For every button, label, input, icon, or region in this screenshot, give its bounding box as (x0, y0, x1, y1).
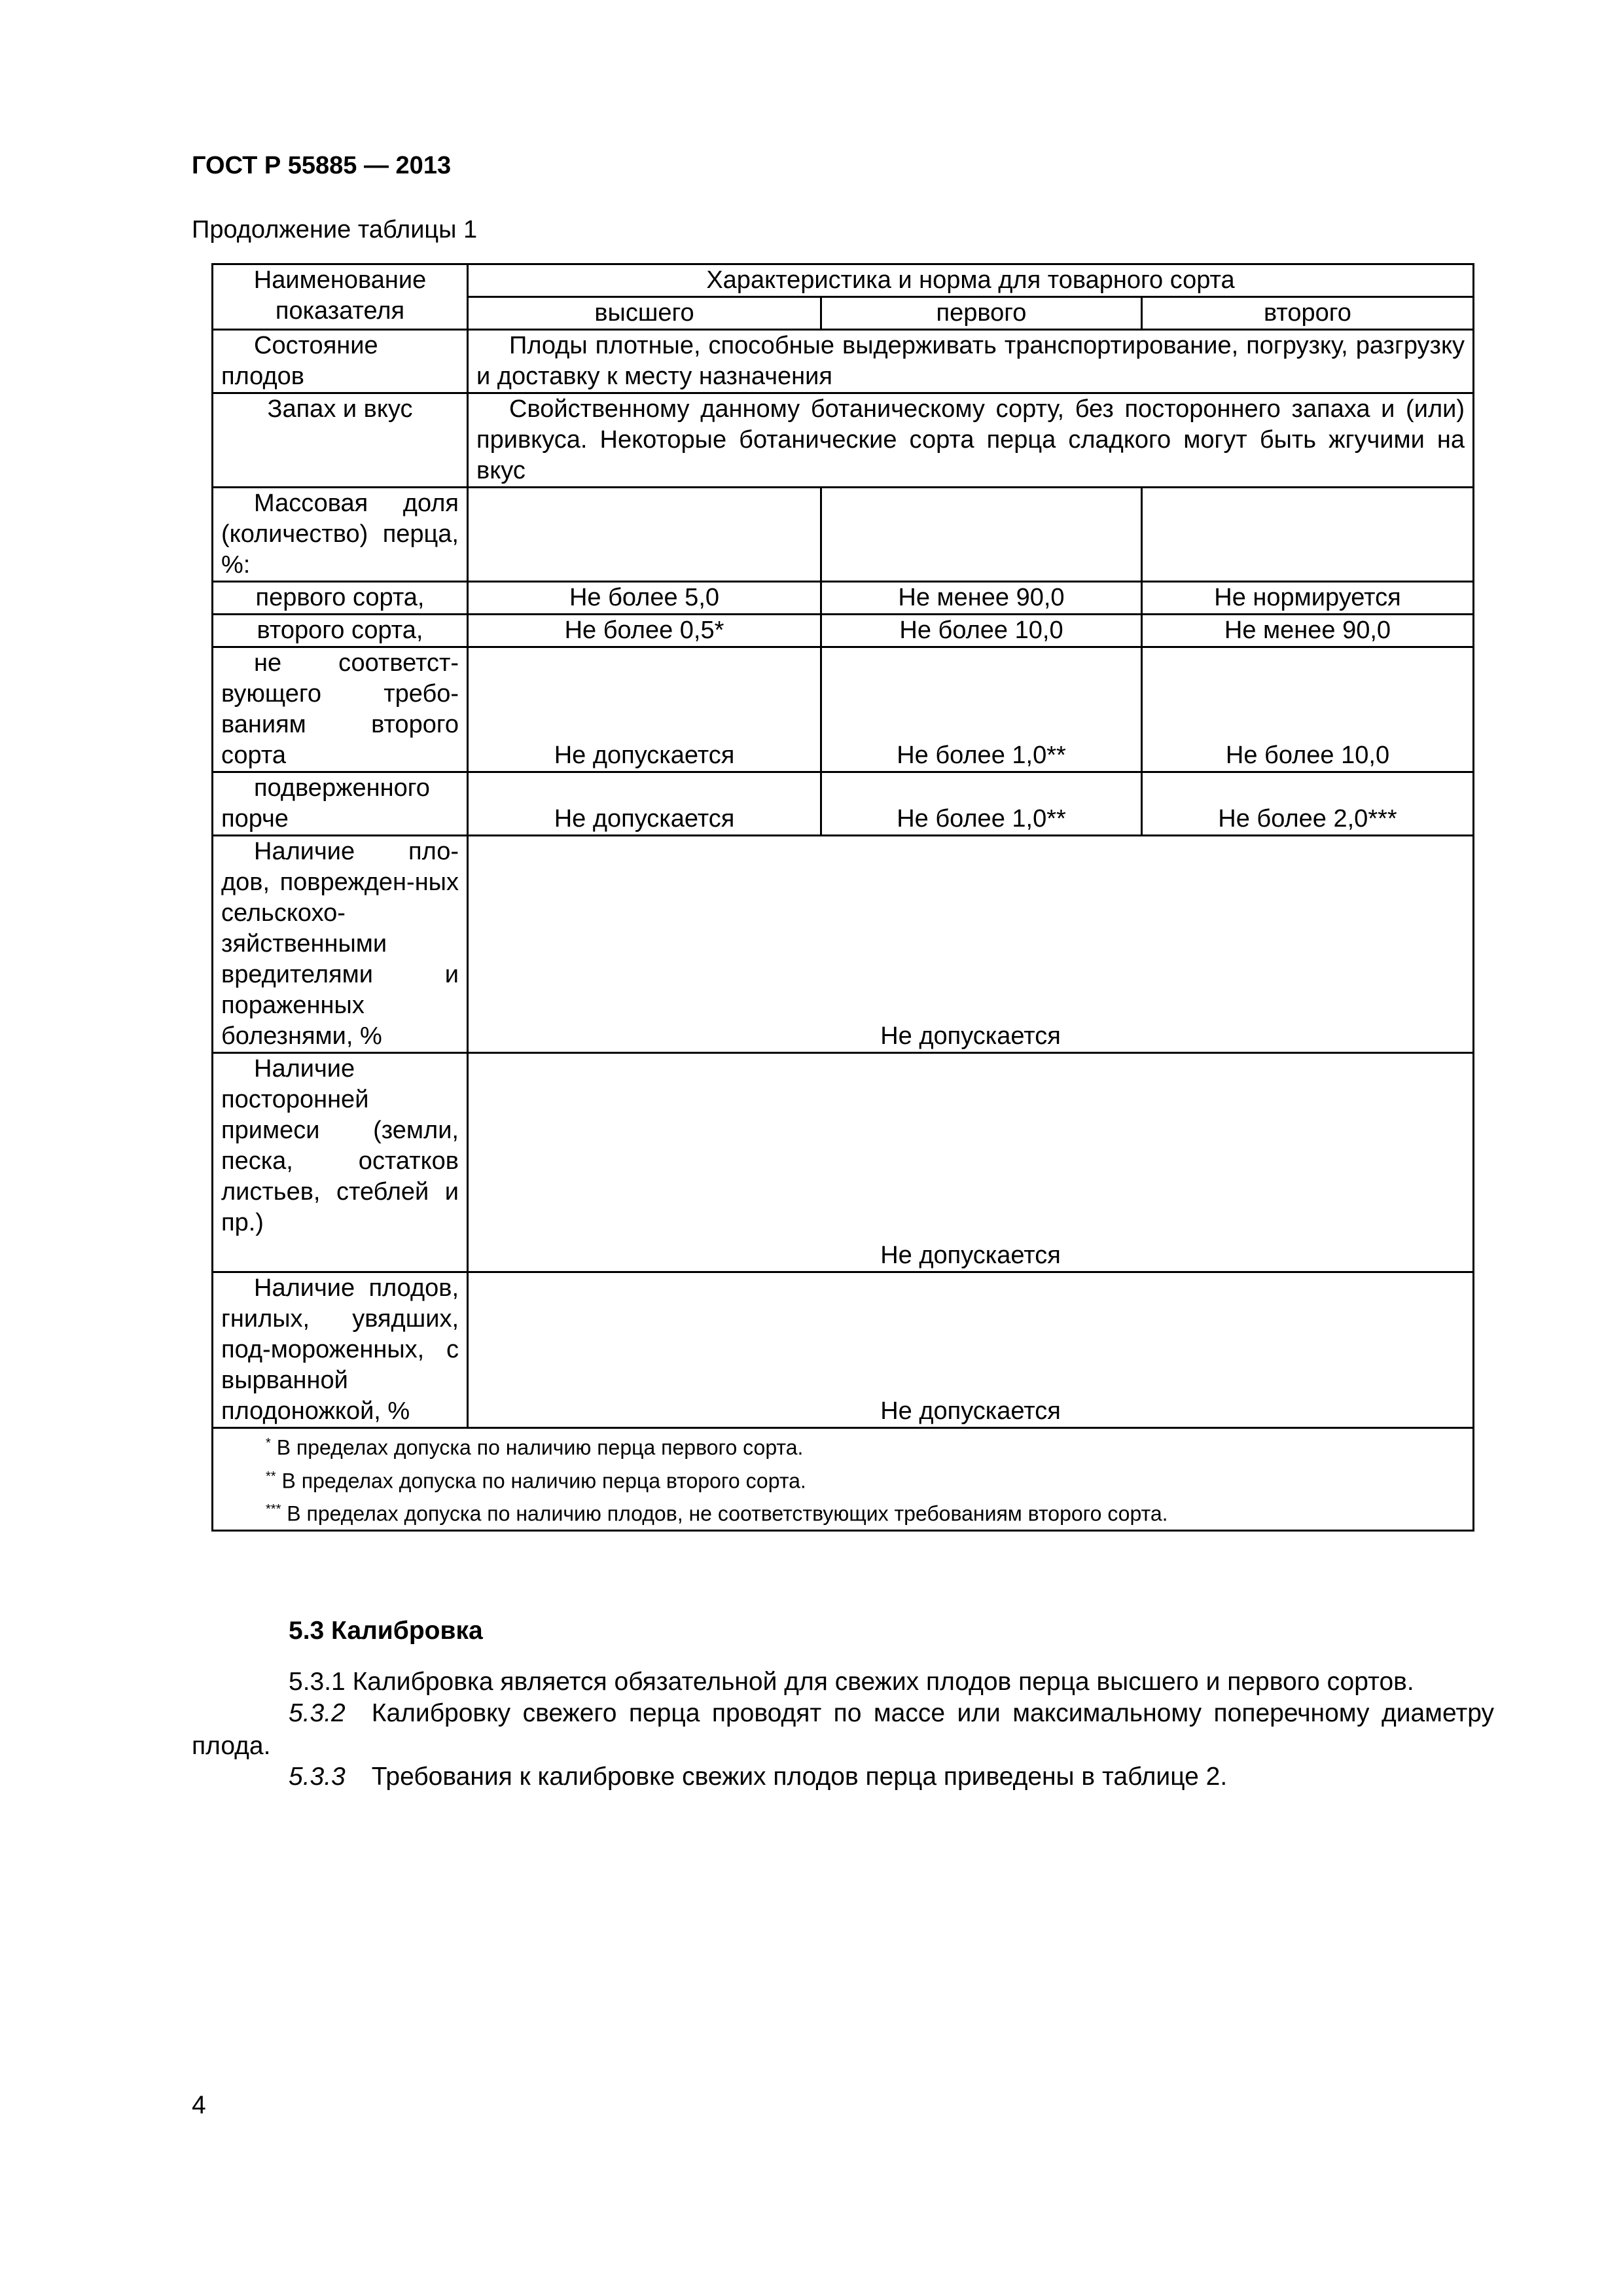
footnote (266, 1495, 1465, 1528)
footnote-text: В пределах допуска по наличию плодов, не соответствующих требованиям второго сорта. (287, 1501, 1168, 1526)
cell-value: Не менее 90,0 (821, 582, 1142, 615)
cell-value: Не более 5,0 (468, 582, 821, 615)
cell-value: Не более 2,0*** (1142, 772, 1474, 836)
paragraph-text: Калибровку свежего перца проводят по массе или максимальному поперечному диаметру плода. (192, 1699, 1494, 1760)
footnote-mark: * (266, 1436, 271, 1450)
paragraph-5-3-2 (192, 1697, 1494, 1763)
header-indicator-name: Наименование показателя (213, 264, 468, 330)
header-grade-group: Характеристика и норма для товарного сорта (468, 264, 1474, 297)
table-row (213, 1272, 1474, 1428)
row-value-smell: Свойственному данному ботаническому сорту, без постороннего запаха и (или) привкуса. Некоторые ботанические сорта перца сладкого могут быть жгучими на вкус (468, 393, 1474, 488)
header-grade-second: второго (1142, 297, 1474, 330)
cell-value: Не нормируется (1142, 582, 1474, 615)
table-row (213, 1053, 1474, 1272)
cell-value: Не более 10,0 (1142, 647, 1474, 772)
row-label-state: Состояние плодов (213, 330, 468, 393)
cell-value: Не допускается (468, 647, 821, 772)
paragraph-number: 5.3.2 (289, 1699, 346, 1727)
section-title: 5.3 Калибровка (289, 1617, 483, 1645)
page-number: 4 (192, 2091, 206, 2119)
footnote-text: В пределах допуска по наличию перца второго сорта. (281, 1469, 806, 1493)
footnote-text: В пределах допуска по наличию перца первого сорта. (276, 1435, 804, 1460)
footnote (266, 1429, 1465, 1462)
cell-value: Не более 1,0** (821, 772, 1142, 836)
table-row (213, 488, 1474, 582)
table-row (213, 836, 1474, 1053)
cell-value: Не допускается (468, 836, 1474, 1053)
footnote (266, 1462, 1465, 1496)
empty-cell (1142, 488, 1474, 582)
cell-value: Не допускается (468, 772, 821, 836)
cell-value: Не более 0,5* (468, 615, 821, 647)
table-row (213, 330, 1474, 393)
cell-value: Не более 1,0** (821, 647, 1142, 772)
footnote-mark: ** (266, 1469, 276, 1484)
row-label-spoilage: подверженного порче (213, 772, 468, 836)
row-label-foreign-matter: Наличие посторонней примеси (земли, песка, остатков листьев, стеблей и пр.) (213, 1053, 468, 1272)
row-label-first-grade: первого сорта, (213, 582, 468, 615)
cell-value: Не менее 90,0 (1142, 615, 1474, 647)
paragraph-5-3-1: 5.3.1 Калибровка является обязательной для свежих плодов перца высшего и первого сортов. (289, 1668, 1414, 1696)
table-notes-row (213, 1428, 1474, 1531)
paragraph-number: 5.3.3 (289, 1763, 346, 1791)
paragraph-text: Требования к калибровке свежих плодов перца приведены в таблице 2. (371, 1763, 1228, 1791)
row-label-smell: Запах и вкус (213, 393, 468, 488)
table-header-row (213, 264, 1474, 297)
cell-value: Не допускается (468, 1272, 1474, 1428)
header-grade-premium: высшего (468, 297, 821, 330)
empty-cell (821, 488, 1142, 582)
footnote-mark: *** (266, 1502, 281, 1517)
table-footnotes (213, 1428, 1474, 1531)
table-row (213, 647, 1474, 772)
row-value-state: Плоды плотные, способные выдерживать транспортирование, погрузку, разгрузку и доставку к месту назначения (468, 330, 1474, 393)
spec-table (211, 263, 1474, 1532)
paragraph-5-3-3 (192, 1761, 1494, 1793)
row-label-pests: Наличие пло-дов, поврежден-ных сельскохо-зяйственными вредителями и пораженных болезнями, % (213, 836, 468, 1053)
header-grade-first: первого (821, 297, 1142, 330)
table-row (213, 615, 1474, 647)
row-label-noncompliant: не соответст-вующего требо-ваниям второго сорта (213, 647, 468, 772)
row-label-second-grade: второго сорта, (213, 615, 468, 647)
table-row (213, 393, 1474, 488)
table-row (213, 582, 1474, 615)
row-label-rotten: Наличие плодов, гнилых, увядших, под-мороженных, с вырванной плодоножкой, % (213, 1272, 468, 1428)
table-caption: Продолжение таблицы 1 (192, 216, 478, 243)
document-code: ГОСТ Р 55885 — 2013 (192, 152, 452, 179)
table-row (213, 772, 1474, 836)
cell-value: Не более 10,0 (821, 615, 1142, 647)
cell-value: Не допускается (468, 1053, 1474, 1272)
row-label-mass: Массовая доля (количество) перца, %: (213, 488, 468, 582)
empty-cell (468, 488, 821, 582)
